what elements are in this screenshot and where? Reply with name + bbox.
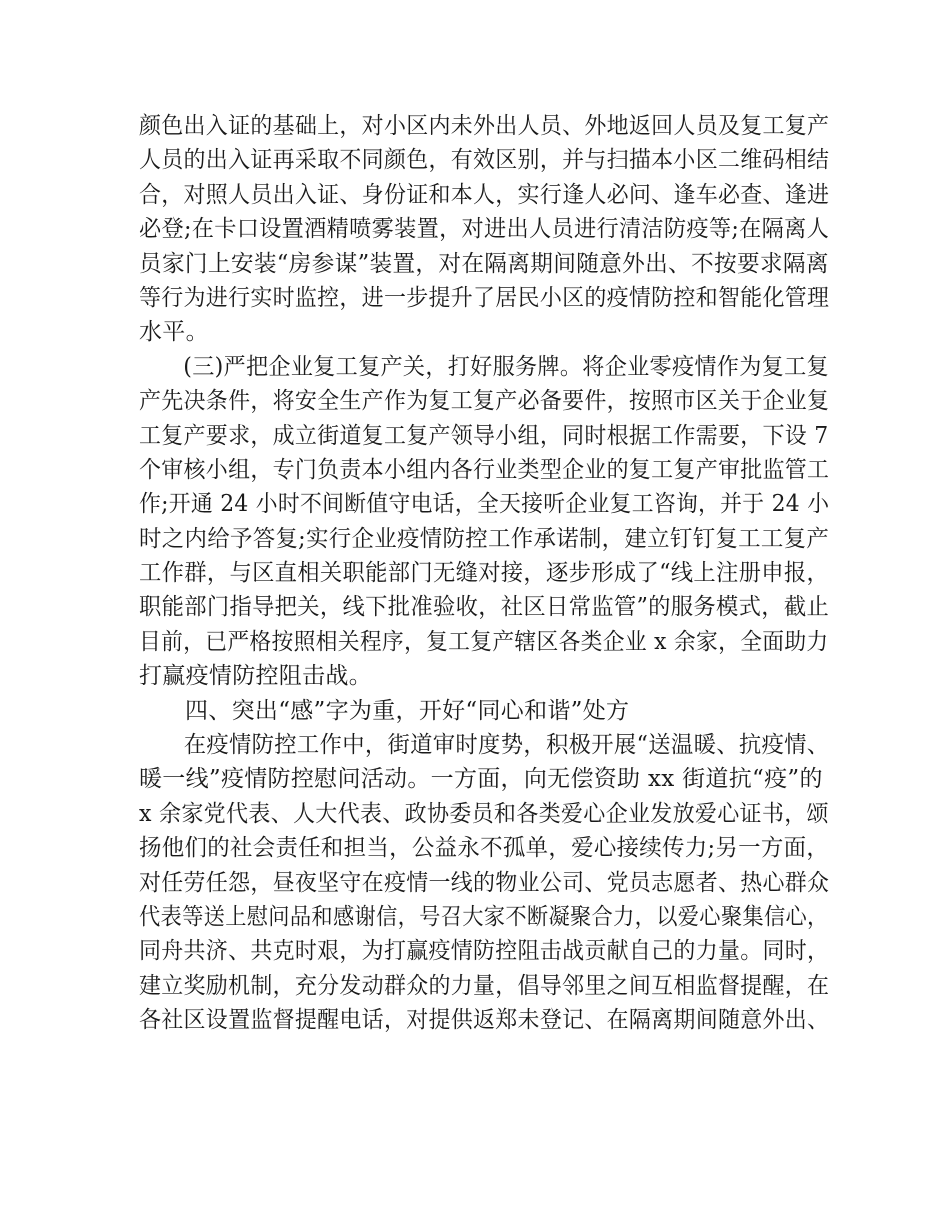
- text-line: 人员的出入证再采取不同颜色，有效区别，并与扫描本小区二维码相结: [139, 147, 830, 174]
- text-line: (三)严把企业复工复产关，打好服务牌。将企业零疫情作为复工复: [183, 353, 829, 380]
- text-line: 必登;在卡口设置酒精喷雾装置，对进出人员进行清洁防疫等;在隔离人: [139, 216, 830, 243]
- text-line: 四、突出“感”字为重，开好“同心和谐”处方: [185, 697, 630, 724]
- text-line: 等行为进行实时监控，进一步提升了居民小区的疫情防控和智能化管理: [139, 284, 830, 311]
- text-line: 作;开通 24 小时不间断值守电话，全天接听企业复工咨询，并于 24 小: [139, 491, 830, 518]
- text-line: 同舟共济、共克时艰，为打赢疫情防控阻击战贡献自己的力量。同时，: [139, 938, 830, 965]
- text-line: 暖一线”疫情防控慰问活动。一方面，向无偿资助 xx 街道抗“疫”的: [139, 766, 823, 793]
- text-line: 在疫情防控工作中，街道审时度势，积极开展“送温暖、抗疫情、: [183, 732, 830, 759]
- text-line: 对任劳任怨，昼夜坚守在疫情一线的物业公司、党员志愿者、热心群众: [139, 869, 830, 896]
- text-line: 建立奖励机制，充分发动群众的力量，倡导邻里之间互相监督提醒，在: [139, 972, 830, 999]
- text-line: 员家门上安装“房参谋”装置，对在隔离期间随意外出、不按要求隔离: [139, 250, 829, 277]
- text-line: 合，对照人员出入证、身份证和本人，实行逢人必问、逢车必查、逢进: [139, 181, 830, 208]
- text-line: 打赢疫情防控阻击战。: [139, 663, 372, 690]
- text-line: x 余家党代表、人大代表、政协委员和各类爱心企业发放爱心证书，颂: [139, 800, 829, 827]
- document-body: [139, 109, 829, 1038]
- text-line: 目前，已严格按照相关程序，复工复产辖区各类企业 x 余家，全面助力: [139, 628, 829, 655]
- text-line: 代表等送上慰问品和感谢信，号召大家不断凝聚合力，以爱心聚集信心，: [139, 903, 829, 930]
- text-line: 产先决条件，将安全生产作为复工复产必备要件，按照市区关于企业复: [139, 388, 830, 415]
- text-line: 扬他们的社会责任和担当，公益永不孤单，爱心接续传力;另一方面，: [139, 835, 830, 862]
- text-line: 时之内给予答复;实行企业疫情防控工作承诺制，建立钉钉复工工复产: [139, 525, 830, 552]
- text-line: 职能部门指导把关，线下批准验收，社区日常监管”的服务模式，截止: [139, 594, 830, 621]
- text-line: 水平。: [139, 319, 209, 346]
- text-line: 颜色出入证的基础上，对小区内未外出人员、外地返回人员及复工复产: [139, 113, 830, 139]
- text-line: 各社区设置监督提醒电话，对提供返郑未登记、在隔离期间随意外出、: [139, 1007, 830, 1034]
- text-line: 个审核小组，专门负责本小组内各行业类型企业的复工复产审批监管工: [139, 456, 830, 483]
- text-line: 工复产要求，成立街道复工复产领导小组，同时根据工作需要，下设 7: [139, 422, 829, 449]
- text-line: 工作群，与区直相关职能部门无缝对接，逐步形成了“线上注册申报，: [139, 560, 830, 587]
